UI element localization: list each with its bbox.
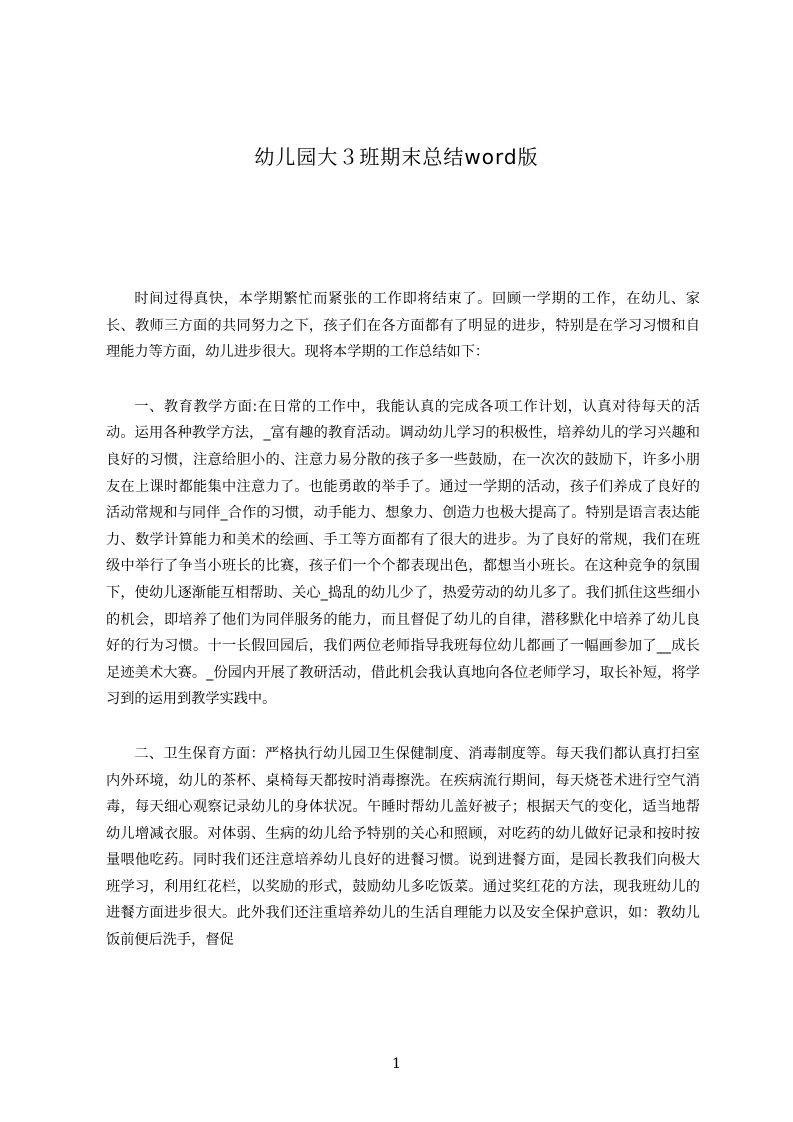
paragraph-teaching: 一、教育教学方面:在日常的工作中，我能认真的完成各项工作计划，认真对待每天的活动。运用各种教学方法，_富有趣的教育活动。调动幼儿学习的积极性，培养幼儿的学习兴趣和良好的习惯，注意给胆小的、注意力易分散的孩子多一些鼓励，在一次次的鼓励下，许多小朋友在上课时都能集中注意力了。也能勇敢的举手了。通过一学期的活动，孩子们养成了良好的活动常规和与同伴_合作的习惯，动手能力、想象力、创造力也极大提高了。特别是语言表达能力、数学计算能力和美术的绘画、手工等方面都有了很大的进步。为了良好的常规，我们在班级中举行了争当小班长的比赛，孩子们一个个都表现出色，都想当小班长。在这种竞争的氛围下，使幼儿逐渐能互相帮助、关心_捣乱的幼儿少了，热爱劳动的幼儿多了。我们抓住这些细小的机会，即培养了他们为同伴服务的能力，而且督促了幼儿的自律，潜移默化中培养了幼儿良好的行为习惯。十一长假回园后，我们两位老师指导我班每位幼儿都画了一幅画参加了__成长足迹美术大赛。_份园内开展了教研活动，借此机会我认真地向各位老师学习，取长补短，将学习到的运用到教学实践中。 [106, 398, 700, 708]
document-title: 幼儿园大３班期末总结word版 [254, 145, 539, 169]
paragraph-hygiene: 二、卫生保育方面：严格执行幼儿园卫生保健制度、消毒制度等。每天我们都认真打扫室内外环境，幼儿的茶杯、桌椅每天都按时消毒擦洗。在疾病流行期间，每天烧苍术进行空气消毒，每天细心观察记录幼儿的身体状况。午睡时帮幼儿盖好被子；根据天气的变化，适当地帮幼儿增减衣服。对体弱、生病的幼儿给予特别的关心和照顾，对吃药的幼儿做好记录和按时按量喂他吃药。同时我们还注意培养幼儿良好的进餐习惯。说到进餐方面，是园长教我们向极大班学习，利用红花栏，以奖励的形式，鼓励幼儿多吃饭菜。通过奖红花的方法，现我班幼儿的进餐方面进步很大。此外我们还注重培养幼儿的生活自理能力以及安全保护意识，如：教幼儿饭前便后洗手，督促 [106, 745, 700, 949]
page-number: 1 [392, 1056, 401, 1072]
paragraph-intro: 时间过得真快，本学期繁忙而紧张的工作即将结束了。回顾一学期的工作，在幼儿、家长、教师三方面的共同努力之下，孩子们在各方面都有了明显的进步，特别是在学习习惯和自理能力等方面，幼儿进步很大。现将本学期的工作总结如下： [106, 291, 700, 361]
document-body [106, 286, 700, 982]
